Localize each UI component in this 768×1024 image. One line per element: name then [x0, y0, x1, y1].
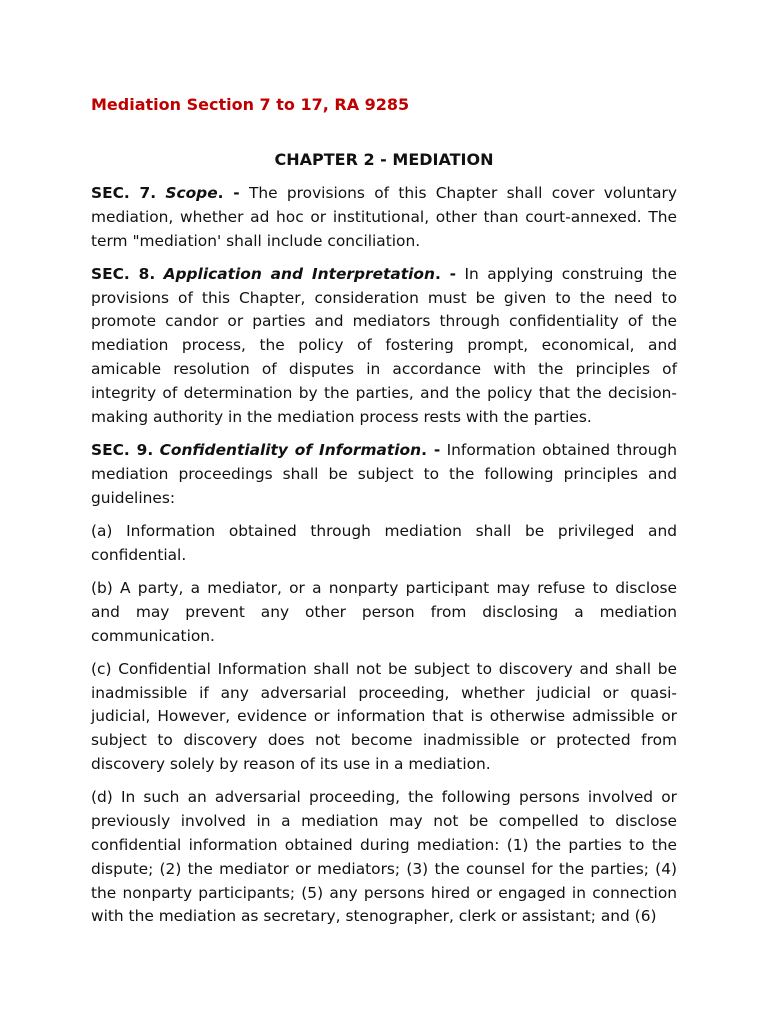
section-title: Confidentiality of Information [159, 440, 422, 459]
chapter-heading: CHAPTER 2 - MEDIATION [274, 150, 494, 169]
section-number: SEC. 9. [91, 440, 154, 459]
clause-d: (d) In such an adversarial proceeding, the following persons involved or previously involved in a mediation may not be compelled to disclose confidential information obtained during mediation: (1) the parties to the dispute; (2) the mediator or mediators; (3) the counsel for the parties; (4) the nonparty participants; (5) any persons hired or engaged in connection with the mediation as secretary, stenographer, clerk or assistant; and (6) [91, 788, 677, 926]
section-8 [91, 263, 677, 430]
clause-c: (c) Confidential Information shall not be subject to discovery and shall be inadmissible if any adversarial proceeding, whether judicial or quasi-judicial, However, evidence or information that is otherwise admissible or subject to discovery does not become inadmissible or protected from discovery solely by reason of its use in a mediation. [91, 659, 677, 774]
document-body [91, 182, 677, 939]
section-title: Scope [165, 184, 218, 202]
section-separator: . - [434, 264, 457, 283]
section-7 [91, 182, 677, 253]
section-text: The provisions of this Chapter shall cover voluntary mediation, whether ad hoc or institutional, other than court-annexed. The term "mediation' shall include conciliation. [91, 184, 677, 250]
section-separator: . - [217, 184, 240, 202]
section-number: SEC. 7. [91, 184, 157, 202]
section-9 [91, 439, 677, 510]
clause-a: (a) Information obtained through mediation shall be privileged and confidential. [91, 521, 677, 564]
section-title: Application and Interpretation [163, 264, 435, 283]
section-number: SEC. 8. [91, 264, 156, 283]
section-text: Information obtained through mediation proceedings shall be subject to the following principles and guidelines: [91, 440, 677, 507]
document-title: Mediation Section 7 to 17, RA 9285 [91, 95, 410, 114]
section-text: In applying construing the provisions of this Chapter, consideration must be given to the need to promote candor or parties and mediators through confidentiality of the mediation process, the policy of fostering prompt, economical, and amicable resolution of disputes in accordance with the principles of integrity of determination by the parties, and the policy that the decision-making authority in the mediation process rests with the parties. [91, 264, 678, 426]
section-separator: . - [421, 440, 441, 459]
clause-b: (b) A party, a mediator, or a nonparty participant may refuse to disclose and may prevent any other person from disclosing a mediation communication. [91, 578, 677, 645]
